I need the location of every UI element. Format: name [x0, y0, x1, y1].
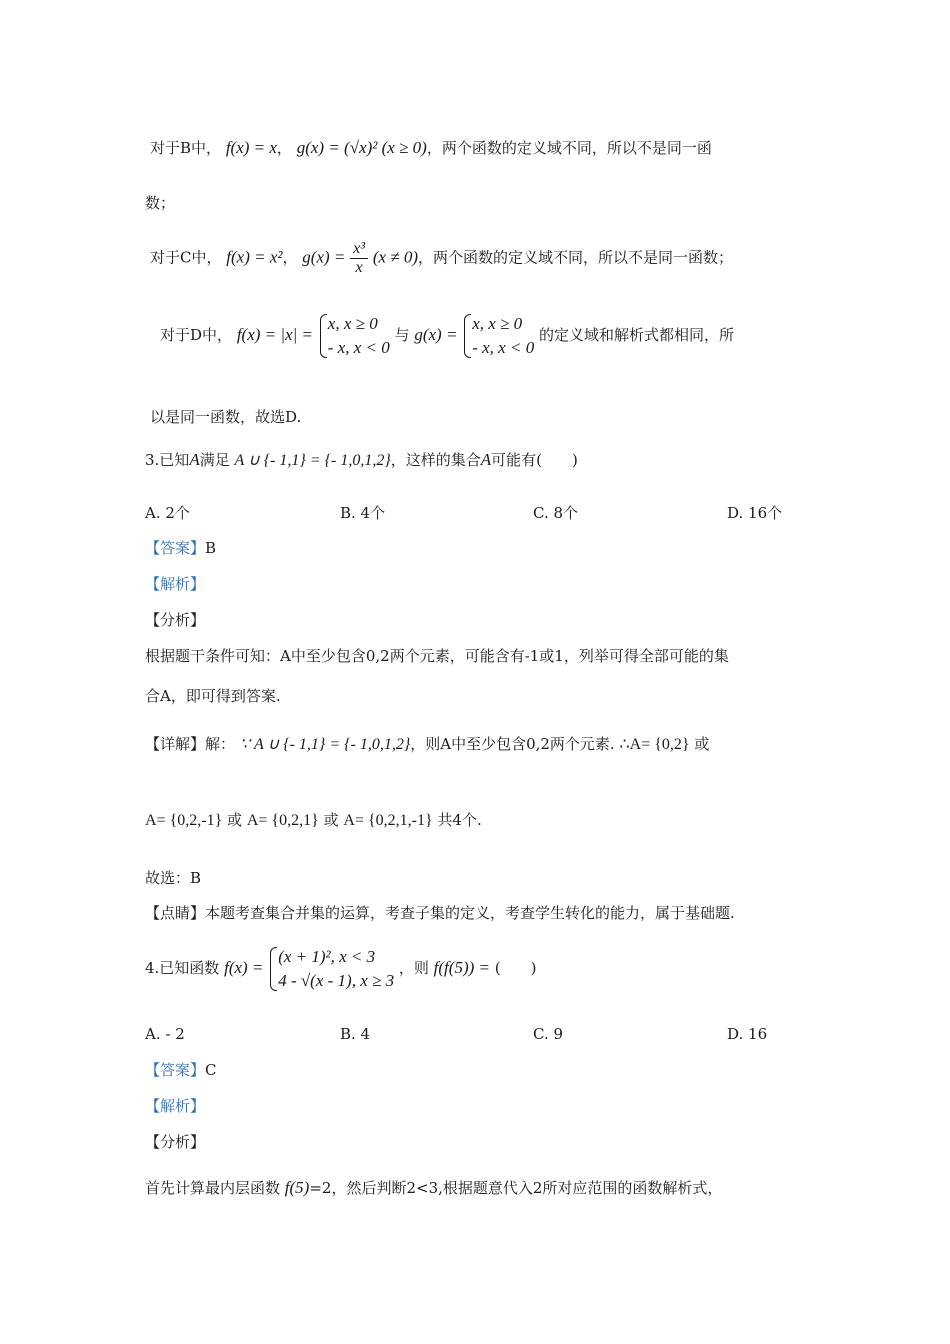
q3-total: 共4个.	[437, 811, 482, 829]
c-case-prefix: 对于C中，	[150, 248, 222, 267]
q3-union-expr: A ∪ {- 1,1} = {- 1,0,1,2}	[234, 452, 391, 469]
q3-detail-because: ∵ A ∪ {- 1,1} = {- 1,0,1,2}	[239, 736, 411, 753]
b-case-sep: ，	[276, 139, 292, 157]
q3-dianjing-tag: 【点睛】	[145, 904, 206, 922]
q3-sets-line	[145, 810, 482, 831]
q4-answer-tag: 【答案】	[145, 1061, 206, 1079]
d-case-g-row1: x, x ≥ 0	[472, 314, 523, 333]
d-case-f-row2: - x, x < 0	[327, 338, 390, 357]
q3-choose: 故选：B	[145, 869, 202, 887]
q4-answer	[145, 1060, 217, 1080]
q3-stem-prefix: 3.已知	[145, 451, 190, 469]
d-case-line	[160, 312, 734, 360]
c-case-line	[150, 240, 733, 277]
q3-stem-mid: 满足	[199, 451, 230, 469]
q3-detail	[145, 734, 709, 755]
q3-option-b: B. 4个	[340, 504, 386, 522]
q3-fenxi-tag: 【分析】	[145, 611, 206, 629]
q3-answer	[145, 538, 216, 558]
q4-fx: f(x) =	[224, 958, 264, 977]
q4-stem	[145, 945, 536, 993]
q3-answer-tag: 【答案】	[145, 539, 206, 557]
c-case-sep: ，	[282, 248, 298, 267]
q3-set2: A= {0,2,-1}	[145, 812, 223, 829]
q3-detail-or: 或	[694, 735, 710, 753]
q3-detail-tag: 【详解】	[145, 735, 206, 753]
q4-stem-mid: ，则	[398, 959, 429, 977]
q4-option-a: A. - 2	[145, 1025, 185, 1043]
q4-f5: f(5)	[284, 1178, 310, 1197]
d-case-f-row1: x, x ≥ 0	[327, 314, 378, 333]
q3-stem	[145, 450, 578, 471]
c-case-fx: f(x) = x²	[226, 247, 283, 267]
b-case-suffix: ，两个函数的定义域不同，所以不是同一函	[426, 139, 712, 157]
q4-row1: (x + 1)², x < 3	[278, 947, 376, 966]
q3-analysis-tag: 【解析】	[145, 575, 206, 593]
q3-var-a: A	[189, 450, 200, 469]
c-case-g-cond: (x ≠ 0)	[372, 247, 419, 267]
q4-option-b: B. 4	[340, 1025, 371, 1043]
q4-option-c: C. 9	[533, 1025, 564, 1043]
q3-set4: A= {0,2,1,-1}	[343, 812, 433, 829]
b-case-wrap: 数；	[145, 194, 176, 212]
q4-fenxi-prefix: 首先计算最内层函数	[145, 1179, 281, 1197]
d-case-mid: 与	[394, 326, 410, 344]
q3-set3: A= {0,2,1}	[246, 812, 319, 829]
d-case-wrap: 以是同一函数，故选D.	[150, 408, 302, 426]
q4-ffx: f(f(5)) =	[433, 958, 490, 977]
q3-option-d: D. 16个	[727, 504, 783, 522]
c-case-denominator: x	[355, 259, 363, 276]
d-case-fx: f(x) = |x| =	[236, 325, 313, 344]
q4-fenxi-tag: 【分析】	[145, 1133, 206, 1151]
d-case-f-piecewise	[318, 312, 390, 360]
b-case-gx: g(x) = (√x)² (x ≥ 0)	[296, 138, 427, 157]
q3-detail-mid: ，则A中至少包含0,2两个元素.	[410, 735, 615, 753]
q3-stem-mid2: ，这样的集合	[390, 451, 481, 469]
b-case-fx: f(x) = x	[225, 138, 277, 157]
q4-stem-suffix: ( )	[494, 959, 537, 977]
d-case-gx: g(x) =	[414, 325, 458, 344]
q4-fenxi-suffix: =2，然后判断2<3,根据题意代入2所对应范围的函数解析式，	[309, 1179, 723, 1197]
q4-option-d: D. 16	[727, 1025, 768, 1043]
d-case-prefix: 对于D中，	[160, 326, 233, 344]
q3-var-a2: A	[480, 450, 492, 469]
b-case-prefix: 对于B中，	[150, 139, 222, 157]
q3-option-a: A. 2个	[145, 504, 190, 522]
q3-detail-prefix: 解：	[205, 735, 236, 753]
q4-answer-value: C	[205, 1061, 217, 1079]
b-case-line	[150, 138, 712, 158]
c-case-fraction	[350, 240, 368, 277]
q3-dianjing	[145, 903, 735, 923]
q4-analysis-tag: 【解析】	[145, 1097, 206, 1115]
q3-stem-suffix: 可能有( )	[491, 451, 578, 469]
q4-piecewise	[268, 945, 394, 993]
c-case-suffix: ，两个函数的定义域不同，所以不是同一函数；	[418, 248, 734, 267]
q4-stem-prefix: 4.已知函数	[145, 959, 220, 977]
q3-fenxi-line2: 合A，即可得到答案.	[145, 687, 281, 705]
q3-detail-therefore: ∴A= {0,2}	[619, 736, 690, 753]
q3-dianjing-text: 本题考查集合并集的运算，考查子集的定义，考查学生转化的能力，属于基础题.	[205, 904, 735, 922]
d-case-suffix: 的定义域和解析式都相同，所	[538, 326, 734, 344]
q3-or3: 或	[323, 811, 339, 829]
c-case-numerator: x³	[350, 240, 368, 259]
q4-fenxi	[145, 1178, 722, 1198]
d-case-g-row2: - x, x < 0	[472, 338, 535, 357]
d-case-g-piecewise	[462, 312, 534, 360]
q3-fenxi-line1: 根据题干条件可知：A中至少包含0,2两个元素，可能含有-1或1，列举可得全部可能的集	[145, 647, 729, 665]
c-case-g-label: g(x) =	[302, 247, 346, 267]
q4-row2: 4 - √(x - 1), x ≥ 3	[278, 971, 395, 990]
q3-answer-value: B	[205, 539, 217, 557]
q3-option-c: C. 8个	[533, 504, 579, 522]
q3-or2: 或	[227, 811, 243, 829]
